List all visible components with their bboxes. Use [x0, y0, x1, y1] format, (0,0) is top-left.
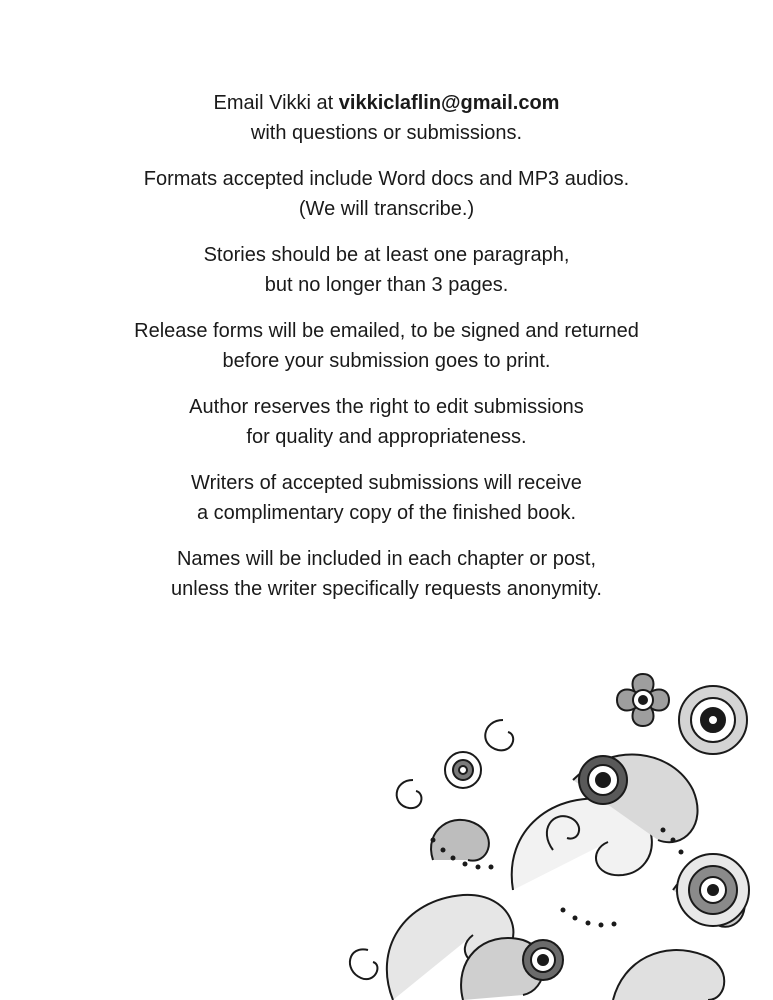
formats-paragraph	[0, 164, 773, 224]
paragraph-line: but no longer than 3 pages.	[264, 274, 509, 296]
paragraph-line: a complimentary copy of the finished book.	[196, 502, 577, 524]
paragraph-line: Stories should be at least one paragraph,	[203, 244, 570, 266]
paragraph-line: Release forms will be emailed, to be signed and returned	[134, 320, 639, 342]
paragraph-line: Names will be included in each chapter or post,	[176, 548, 597, 570]
contact-line-2: with questions or submissions.	[250, 122, 523, 144]
release-forms-paragraph	[0, 316, 773, 376]
paragraph-line: Writers of accepted submissions will receive	[191, 472, 582, 494]
paragraph-line: Formats accepted include Word docs and MP3 audios.	[143, 168, 630, 190]
floral-ornament-icon	[313, 660, 773, 1000]
paragraph-line: Author reserves the right to edit submissions	[189, 396, 584, 418]
complimentary-copy-paragraph	[0, 468, 773, 528]
anonymity-paragraph	[0, 544, 773, 604]
contact-paragraph	[0, 88, 773, 148]
editing-rights-paragraph	[0, 392, 773, 452]
submission-guidelines	[0, 88, 773, 620]
paragraph-line: before your submission goes to print.	[222, 350, 551, 372]
contact-line	[0, 88, 773, 118]
paragraph-line: for quality and appropriateness.	[246, 426, 527, 448]
paragraph-line: (We will transcribe.)	[298, 198, 475, 220]
contact-email[interactable]: vikkiclaflin@gmail.com	[338, 92, 560, 114]
contact-prefix: Email Vikki at	[213, 92, 339, 114]
length-paragraph	[0, 240, 773, 300]
paragraph-line: unless the writer specifically requests anonymity.	[171, 578, 602, 600]
